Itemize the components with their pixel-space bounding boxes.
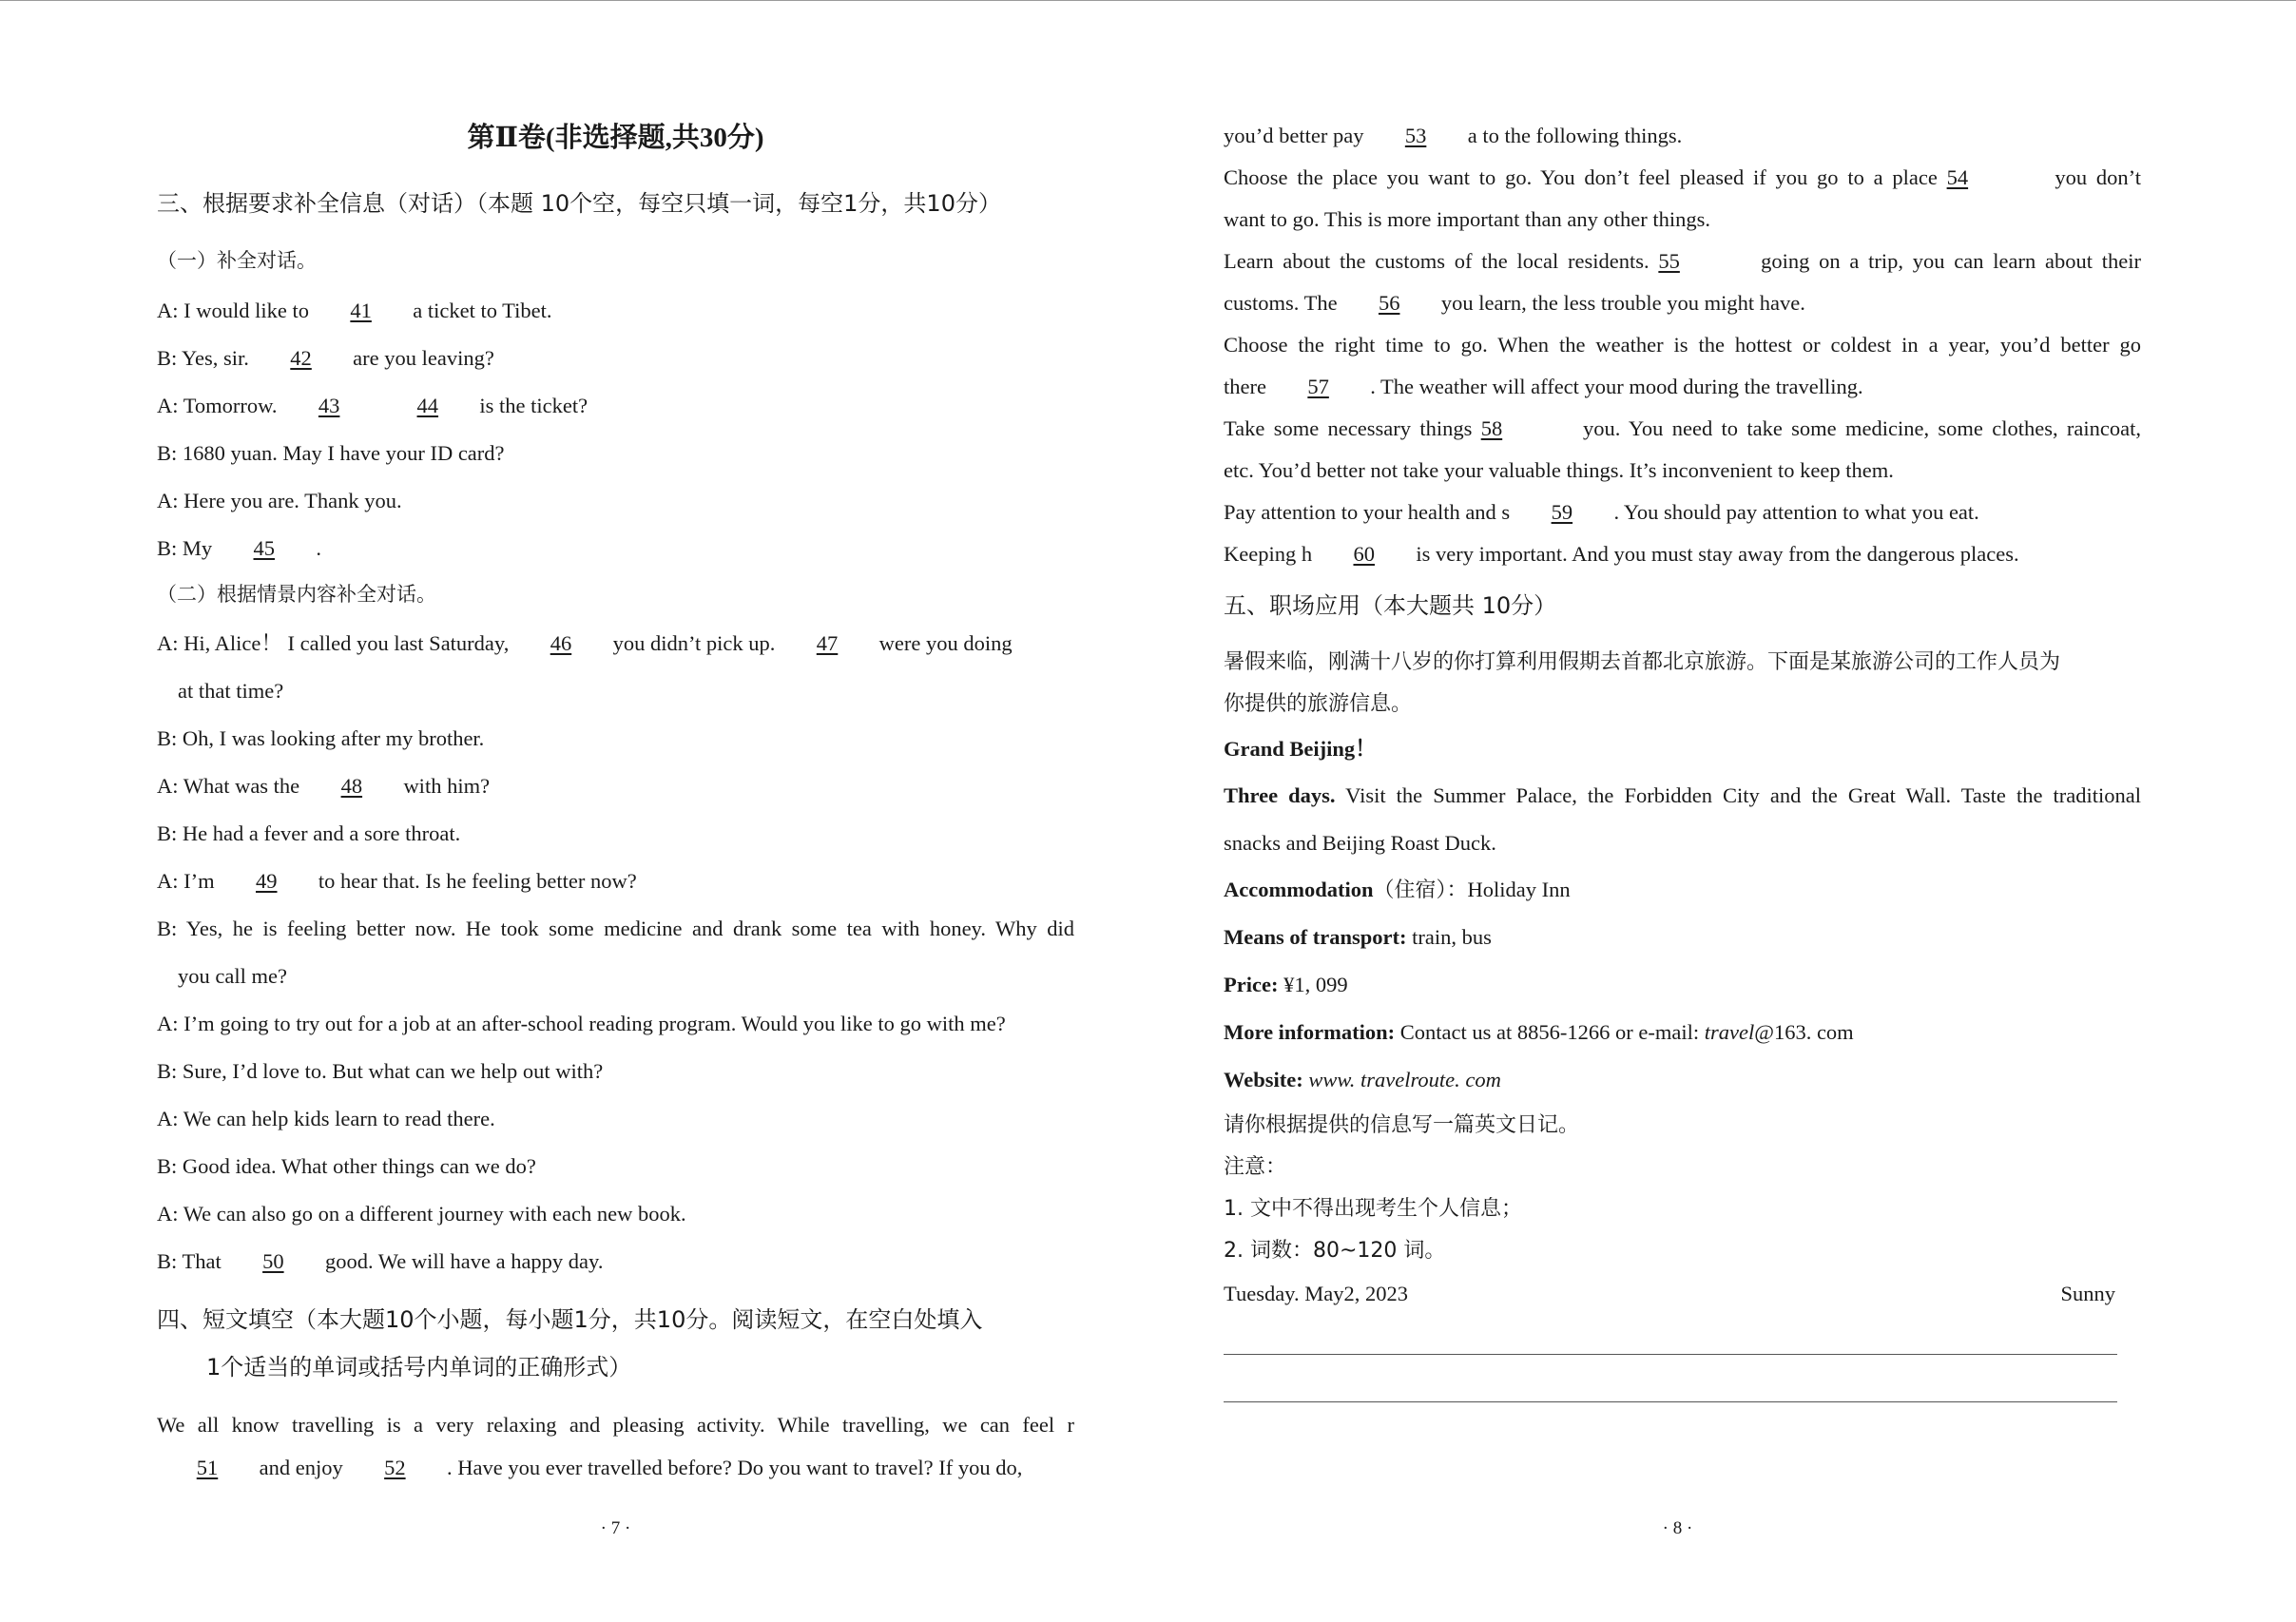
note-2: 2. 词数：80~120 词。 [1224,1239,1446,1263]
line-text: customs. The [1224,291,1343,315]
line-text: you don’t [2045,165,2141,189]
blank-56: 56 [1378,291,1400,315]
blank-57: 57 [1307,375,1329,398]
blank-49: 49 [256,869,278,893]
part-title: 第Ⅱ卷(非选择题,共30分) [467,123,764,153]
passage-line-10 [1224,415,2141,441]
line-text: is very important. And you must stay away from the dangerous places. [1410,542,2019,566]
ad-label: Website: [1224,1068,1303,1091]
line-text: to hear that. Is he feeling better now? [313,869,637,893]
line-text: with him? [397,774,491,798]
line-text: is the ticket? [473,394,588,417]
line-text: . You should pay attention to what you eat. [1608,500,1979,524]
blank-60: 60 [1353,542,1375,566]
dialogue-line-11 [157,868,637,894]
dialogue-line-13: A: I’m going to try out for a job at an after-school reading program. Would you like to go with me? [157,1012,1006,1035]
line-text: you learn, the less trouble you might have. [1436,291,1805,315]
dialogue-line-8: B: Oh, I was looking after my brother. [157,726,485,750]
dialogue-line-14: B: Sure, I’d love to. But what can we help out with? [157,1059,604,1083]
section-5-heading: 五、职场应用（本大题共 10分） [1224,592,1557,619]
dialogue-line-3 [157,393,588,418]
ad-text: Visit the Summer Palace, the Forbidden City and the Great Wall. Taste the traditional [1335,783,2141,807]
blank-53: 53 [1404,124,1427,147]
task-instruction: 请你根据提供的信息写一篇英文日记。 [1224,1113,1580,1137]
task-description-cont: 你提供的旅游信息。 [1224,692,1413,716]
ad-label: More information: [1224,1020,1396,1044]
line-text: a to the following things. [1462,124,1683,147]
dialogue-line-16: B: Good idea. What other things can we do? [157,1154,536,1178]
passage-line-4 [1224,164,2141,190]
blank-45: 45 [253,536,276,560]
passage-line-12 [1224,499,1979,525]
blank-44: 44 [416,394,439,417]
blank-52: 52 [384,1456,406,1479]
dialogue-line-12-cont: you call me? [178,964,287,988]
page-number: · 8 · [1662,1518,1693,1538]
line-text: are you leaving? [347,346,494,370]
ad-text: train, bus [1406,925,1492,949]
ad-website-url: www. travelroute. com [1302,1068,1501,1091]
part-2-heading: （二）根据情景内容补全对话。 [157,583,436,606]
line-text: B: My [157,536,218,560]
passage-line-7 [1224,290,1805,316]
section-3-heading: 三、根据要求补全信息（对话）（本题 10个空，每空只填一词，每空1分，共10分） [157,190,1001,217]
diary-date: Tuesday. May2, 2023 [1224,1282,1408,1305]
dialogue-line-7-cont: at that time? [178,679,284,703]
blank-43: 43 [318,394,340,417]
line-text: A: Hi, Alice！ I called you last Saturday, [157,631,514,655]
dialogue-line-5: A: Here you are. Thank you. [157,489,402,512]
line-text: Pay attention to your health and s [1224,500,1515,524]
blank-46: 46 [550,631,572,655]
dialogue-line-1 [157,298,551,323]
line-text: A: I’m [157,869,221,893]
blank-47: 47 [816,631,839,655]
dialogue-line-17: A: We can also go on a different journey with each new book. [157,1202,686,1226]
dialogue-line-4: B: 1680 yuan. May I have your ID card? [157,441,505,465]
line-text: Learn about the customs of the local residents. [1224,249,1659,273]
line-text: Take some necessary things [1224,416,1481,440]
passage-line-5: want to go. This is more important than any other things. [1224,207,1711,231]
line-text: B: Yes, sir. [157,346,255,370]
note-label: 注意： [1224,1155,1287,1179]
line-text: there [1224,375,1272,398]
line-text: . The weather will affect your mood during the travelling. [1364,375,1863,398]
writing-line-2 [1224,1401,2117,1402]
dialogue-line-12: B: Yes, he is feeling better now. He took some medicine and drank some tea with honey. Why did [157,917,1074,940]
line-text: B: That [157,1249,227,1273]
line-text: A: Tomorrow. [157,394,283,417]
line-text: Keeping h [1224,542,1318,566]
dialogue-line-18 [157,1248,603,1274]
ad-title: Grand Beijing！ [1224,737,1377,761]
blank-59: 59 [1551,500,1573,524]
line-text: A: What was the [157,774,305,798]
dialogue-line-10: B: He had a fever and a sore throat. [157,821,461,845]
ad-email-domain: @163. com [1754,1020,1854,1044]
ad-label: Accommodation [1224,878,1374,901]
blank-48: 48 [340,774,363,798]
passage-line-1: We all know travelling is a very relaxing and pleasing activity. While travelling, we can feel r [157,1413,1074,1437]
dialogue-line-15: A: We can help kids learn to read there. [157,1107,495,1130]
blank-42: 42 [290,346,312,370]
part-1-heading: （一）补全对话。 [157,249,317,272]
ad-text: ¥1, 099 [1278,973,1348,996]
ad-website [1224,1067,1501,1092]
ad-three-days [1224,782,2141,808]
note-1: 1. 文中不得出现考生个人信息； [1224,1197,1522,1221]
diary-weather: Sunny [2060,1282,2115,1305]
ad-more-info [1224,1019,1854,1045]
line-text: you. You need to take some medicine, some clothes, raincoat, [1573,416,2142,440]
ad-text: Holiday Inn [1467,878,1571,901]
page-7 [157,0,1074,1622]
line-text: you’d better pay [1224,124,1370,147]
passage-line-3 [1224,123,1682,148]
line-text: a ticket to Tibet. [407,299,552,322]
blank-41: 41 [350,299,372,322]
ad-label: Price: [1224,973,1279,996]
section-4-heading-cont: 1个适当的单词或括号内单词的正确形式） [206,1354,632,1381]
blank-55: 55 [1658,249,1680,273]
ad-price [1224,972,1348,997]
writing-line-1 [1224,1354,2117,1355]
blank-50: 50 [262,1249,284,1273]
ad-text: Contact us at 8856-1266 or e-mail: [1395,1020,1705,1044]
line-text: . [310,536,322,560]
passage-line-13 [1224,541,2019,567]
line-text: going on a trip, you can learn about their [1751,249,2141,273]
blank-58: 58 [1480,416,1503,440]
ad-transport [1224,924,1492,950]
ad-label: Means of transport: [1224,925,1407,949]
dialogue-line-6 [157,535,321,561]
line-text: A: I would like to [157,299,315,322]
passage-line-6 [1224,248,2141,274]
line-text: were you doing [874,631,1013,655]
passage-line-9 [1224,374,1863,399]
line-text: good. We will have a happy day. [319,1249,604,1273]
dialogue-line-2 [157,345,494,371]
task-description: 暑假来临，刚满十八岁的你打算利用假期去首都北京旅游。下面是某旅游公司的工作人员为 [1224,650,2061,674]
line-text: and enjoy [254,1456,349,1479]
section-4-heading: 四、短文填空（本大题10个小题，每小题1分，共10分。阅读短文，在空白处填入 [157,1306,983,1333]
ad-email-user: travel [1704,1020,1755,1044]
passage-line-2 [161,1455,1022,1480]
blank-54: 54 [1946,165,1969,189]
line-text: Choose the place you want to go. You don’t feel pleased if you go to a place [1224,165,1947,189]
blank-51: 51 [196,1456,219,1479]
line-text: . Have you ever travelled before? Do you want to travel? If you do, [441,1456,1023,1479]
page-8 [1224,0,2141,1622]
ad-label-cn: （住宿）： [1373,879,1468,902]
ad-accommodation [1224,877,1571,903]
ad-label: Three days. [1224,783,1336,807]
page-number: · 7 · [600,1518,631,1538]
passage-line-8: Choose the right time to go. When the weather is the hottest or coldest in a year, you’d better go [1224,333,2141,357]
dialogue-line-9 [157,773,490,799]
line-text: you didn’t pick up. [607,631,781,655]
passage-line-11: etc. You’d better not take your valuable things. It’s inconvenient to keep them. [1224,458,1894,482]
dialogue-line-7 [157,630,1013,656]
ad-three-days-cont: snacks and Beijing Roast Duck. [1224,831,1496,855]
